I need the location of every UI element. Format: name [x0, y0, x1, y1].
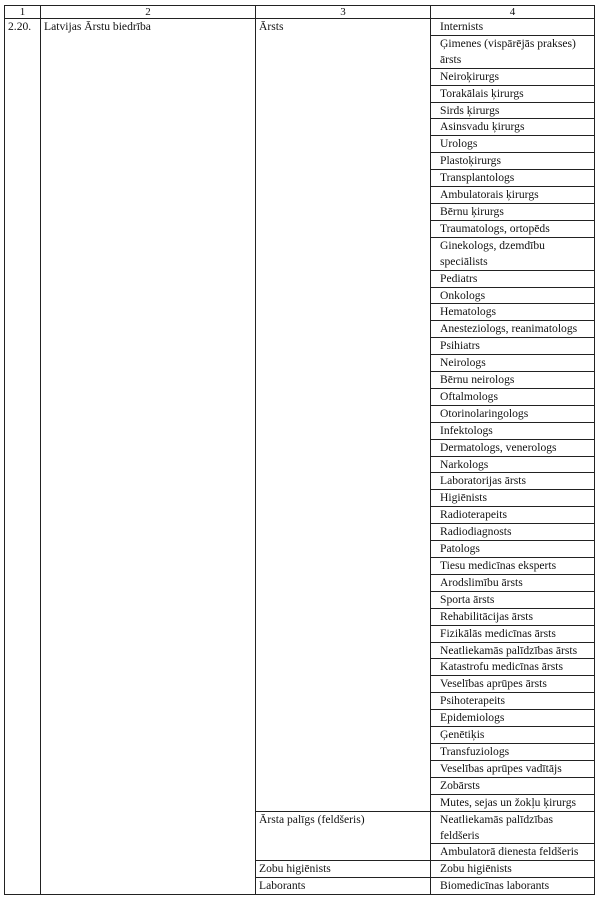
specialty-cell: Pediatrs	[431, 270, 595, 287]
organization-name: Latvijas Ārstu biedrība	[41, 19, 256, 895]
specialty-cell: Transfuziologs	[431, 743, 595, 760]
specialty-cell: Neiroķirurgs	[431, 68, 595, 85]
header-col-4: 4	[431, 6, 595, 19]
specialty-cell: Biomedicīnas laborants	[431, 878, 595, 895]
table-row	[5, 19, 595, 36]
specialty-cell: Plastoķirurgs	[431, 153, 595, 170]
specialty-cell: Veselības aprūpes vadītājs	[431, 760, 595, 777]
specialty-cell: Fizikālās medicīnas ārsts	[431, 625, 595, 642]
specialty-cell: Patologs	[431, 541, 595, 558]
specialty-cell: Bērnu neirologs	[431, 372, 595, 389]
specialty-cell: Neatliekamās palīdzības feldšeris	[431, 811, 595, 844]
entry-number: 2.20.	[5, 19, 41, 895]
header-col-1: 1	[5, 6, 41, 19]
header-col-3: 3	[256, 6, 431, 19]
specialty-cell: Epidemiologs	[431, 710, 595, 727]
header-row	[5, 6, 595, 19]
specialty-cell: Arodslimību ārsts	[431, 574, 595, 591]
specialty-cell: Neatliekamās palīdzības ārsts	[431, 642, 595, 659]
specialty-cell: Asinsvadu ķirurgs	[431, 119, 595, 136]
specialty-cell: Laboratorijas ārsts	[431, 473, 595, 490]
specialty-cell: Sirds ķirurgs	[431, 102, 595, 119]
registry-table	[4, 5, 595, 895]
profession-cell: Laborants	[256, 878, 431, 895]
specialty-cell: Ģimenes (vispārējās prakses) ārsts	[431, 35, 595, 68]
specialty-cell: Higiēnists	[431, 490, 595, 507]
specialty-cell: Radiodiagnosts	[431, 524, 595, 541]
specialty-cell: Radioterapeits	[431, 507, 595, 524]
profession-cell: Ārsts	[256, 19, 431, 812]
table-body	[5, 19, 595, 895]
specialty-cell: Torakālais ķirurgs	[431, 85, 595, 102]
specialty-cell: Psihoterapeits	[431, 693, 595, 710]
specialty-cell: Zobārsts	[431, 777, 595, 794]
specialty-cell: Sporta ārsts	[431, 591, 595, 608]
specialty-cell: Onkologs	[431, 287, 595, 304]
specialty-cell: Dermatologs, venerologs	[431, 439, 595, 456]
specialty-cell: Psihiatrs	[431, 338, 595, 355]
header-col-2: 2	[41, 6, 256, 19]
specialty-cell: Urologs	[431, 136, 595, 153]
profession-cell: Ārsta palīgs (feldšeris)	[256, 811, 431, 861]
specialty-cell: Oftalmologs	[431, 388, 595, 405]
specialty-cell: Ambulatorā dienesta feldšeris	[431, 844, 595, 861]
specialty-cell: Anesteziologs, reanimatologs	[431, 321, 595, 338]
specialty-cell: Zobu higiēnists	[431, 861, 595, 878]
specialty-cell: Hematologs	[431, 304, 595, 321]
profession-cell: Zobu higiēnists	[256, 861, 431, 878]
specialty-cell: Infektologs	[431, 422, 595, 439]
specialty-cell: Traumatologs, ortopēds	[431, 220, 595, 237]
specialty-cell: Katastrofu medicīnas ārsts	[431, 659, 595, 676]
specialty-cell: Ambulatorais ķirurgs	[431, 187, 595, 204]
specialty-cell: Ģenētiķis	[431, 727, 595, 744]
specialty-cell: Narkologs	[431, 456, 595, 473]
specialty-cell: Ginekologs, dzemdību speciālists	[431, 237, 595, 270]
specialty-cell: Internists	[431, 19, 595, 36]
specialty-cell: Tiesu medicīnas eksperts	[431, 558, 595, 575]
specialty-cell: Bērnu ķirurgs	[431, 203, 595, 220]
specialty-cell: Mutes, sejas un žokļu ķirurgs	[431, 794, 595, 811]
specialty-cell: Rehabilitācijas ārsts	[431, 608, 595, 625]
specialty-cell: Otorinolaringologs	[431, 405, 595, 422]
specialty-cell: Transplantologs	[431, 170, 595, 187]
specialty-cell: Veselības aprūpes ārsts	[431, 676, 595, 693]
specialty-cell: Neirologs	[431, 355, 595, 372]
